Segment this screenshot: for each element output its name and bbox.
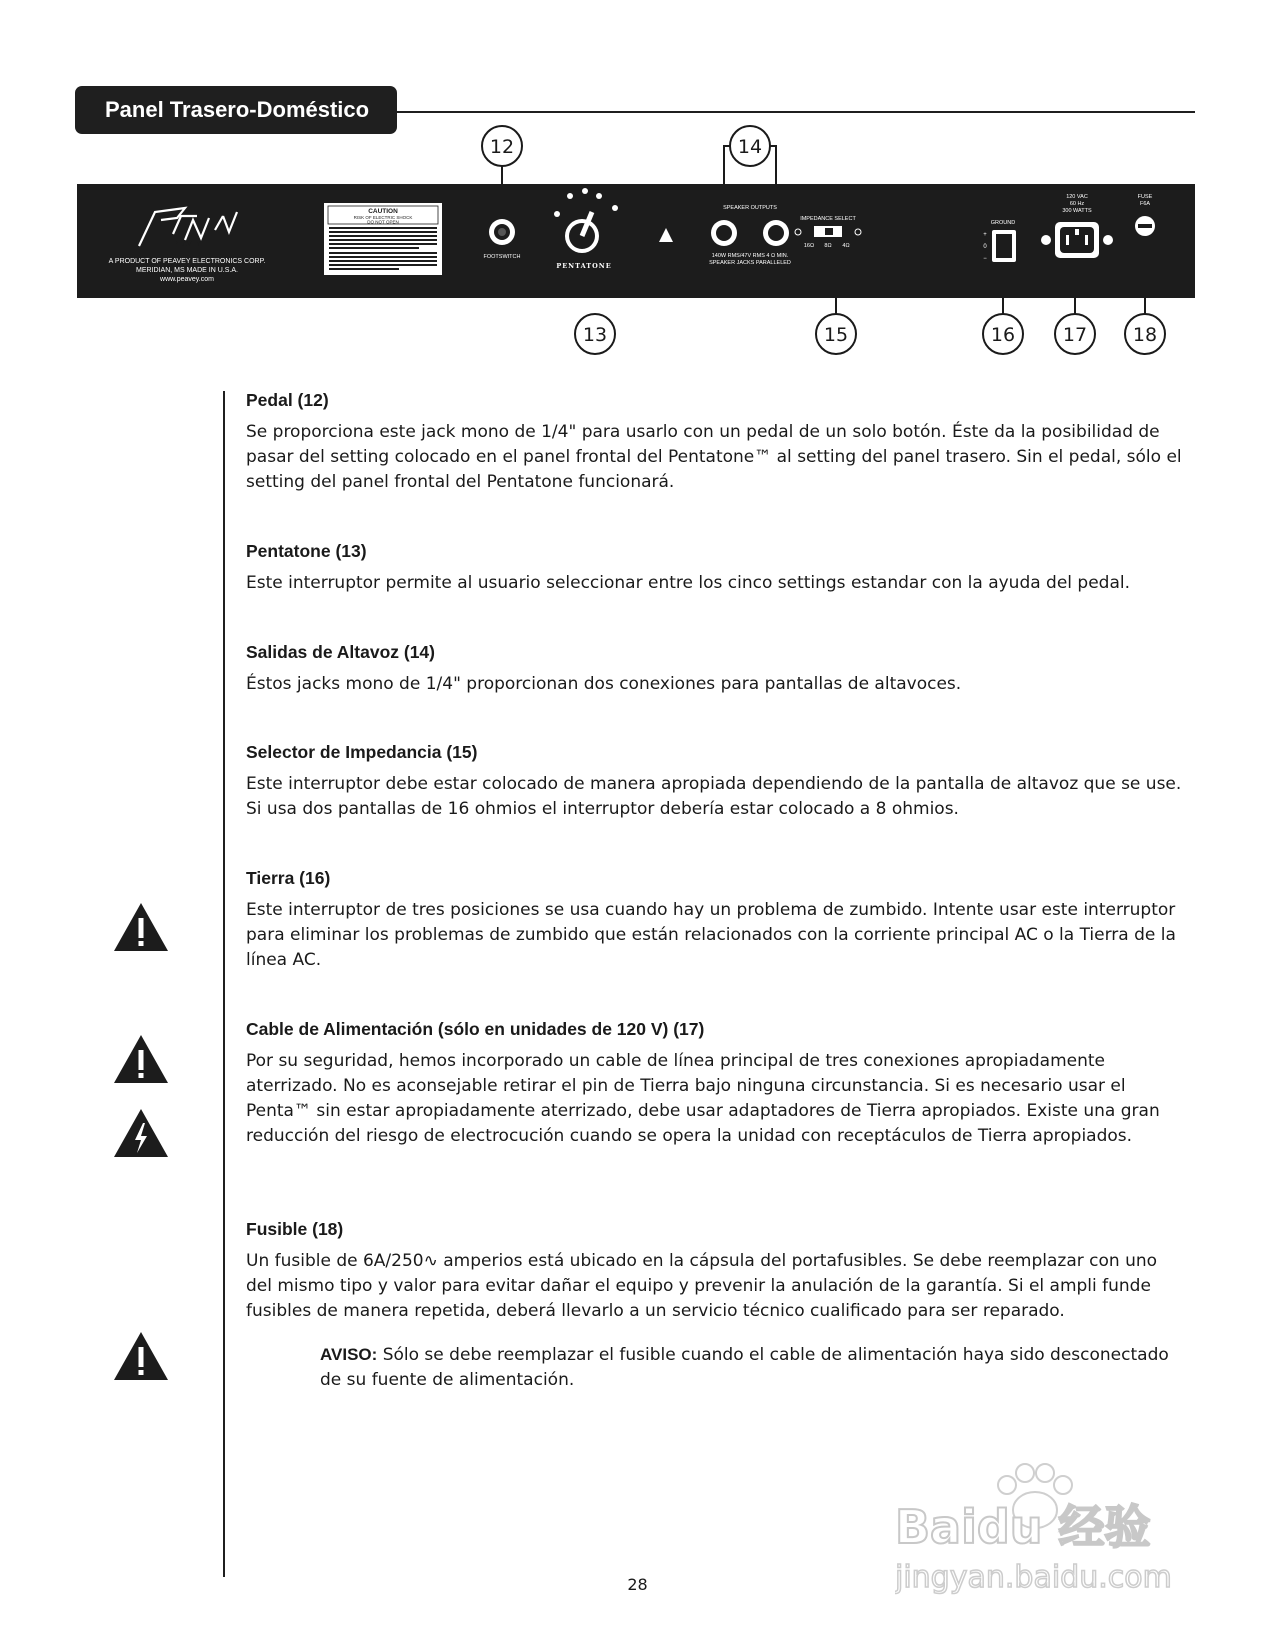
page-number: 28: [627, 1575, 648, 1594]
section-body: Por su seguridad, hemos incorporado un cable de línea principal de tres conexiones apropiadamente aterrizado. No es aconsejable retirar el pin de Tierra bajo ninguna circunstancia. Si es necesario usar el Penta™ sin estar apropiadamente aterrizado, debe usar adaptadores de Tierra apropiados. Existe una gran reducción del riesgo de electrocución cuando se opera la unidad con receptáculos de Tierra apropiados.: [246, 1051, 1160, 1146]
callout-16: 16: [990, 324, 1016, 346]
ground-switch: [992, 230, 1016, 262]
svg-text:0: 0: [983, 244, 987, 250]
watermark-line-2: jingyan.baidu.com: [895, 1560, 1172, 1595]
svg-text:DO NOT OPEN: DO NOT OPEN: [367, 219, 399, 225]
callout-13: 13: [582, 324, 608, 346]
aviso-text: Sólo se debe reemplazar el fusible cuando el cable de alimentación haya sido desconectado de su fuente de alimentación.: [320, 1345, 1169, 1390]
fuse-label-1: FUSE: [1137, 194, 1153, 200]
section-title: Pentatone (13): [246, 541, 367, 561]
section-ground: [246, 866, 1186, 973]
aviso-label: AVISO:: [320, 1345, 378, 1364]
watermark-line-1: Baidu 经验: [895, 1500, 1151, 1554]
footswitch-jack: [489, 219, 515, 245]
section-title: Cable de Alimentación (sólo en unidades de 120 V) (17): [246, 1019, 705, 1039]
power-spec-2: 60 Hz: [1069, 201, 1085, 207]
section-speaker-outputs: [246, 640, 1186, 697]
panel-brand: PEAVEY: [173, 241, 201, 248]
imp-16: 16Ω: [803, 243, 815, 249]
caution-label: [324, 203, 442, 275]
section-title: Selector de Impedancia (15): [246, 742, 478, 762]
section-fuse: [246, 1217, 1186, 1324]
power-spec-3: 300 WATTS: [1062, 208, 1092, 214]
corp-line-2: MERIDIAN, MS MADE IN U.S.A.: [136, 267, 238, 274]
section-title: Salidas de Altavoz (14): [246, 642, 435, 662]
callout-15: 15: [823, 324, 849, 346]
corp-line-3: www.peavey.com: [160, 276, 214, 283]
footswitch-label: FOOTSWITCH: [483, 254, 521, 260]
warning-icon: [112, 1033, 170, 1085]
warning-icon: [112, 901, 170, 953]
left-margin-rule: [223, 391, 225, 1577]
ground-label: GROUND: [990, 220, 1016, 226]
callout-17: 17: [1062, 324, 1088, 346]
svg-text:CAUTION: CAUTION: [368, 208, 398, 215]
section-header: Panel Trasero-Doméstico: [75, 86, 397, 134]
section-body: Este interruptor debe estar colocado de manera apropiada dependiendo de la pantalla de altavoz que se use. Si usa dos pantallas de 16 ohmios el interruptor debería estar colocado a 8 ohmios.: [246, 774, 1182, 819]
speaker-outputs-label: SPEAKER OUTPUTS: [723, 205, 777, 211]
callout-18: 18: [1132, 324, 1158, 346]
impedance-label: IMPEDANCE SELECT: [800, 216, 856, 222]
imp-8: 8Ω: [824, 243, 832, 249]
section-power-cable: [246, 1017, 1186, 1149]
warning-icon: [112, 1330, 170, 1382]
corp-line-1: A PRODUCT OF PEAVEY ELECTRONICS CORP.: [108, 258, 266, 265]
speaker-spec-2: SPEAKER JACKS PARALLELED: [709, 260, 791, 266]
speaker-jack-1: [711, 220, 737, 246]
fuse-label-2: F6A: [1139, 201, 1151, 207]
section-body: Éstos jacks mono de 1/4" proporcionan dos conexiones para pantallas de altavoces.: [246, 674, 962, 694]
rear-panel: [77, 184, 1195, 298]
section-body: Un fusible de 6A/250∿ amperios está ubicado en la cápsula del portafusibles. Se debe reemplazar con uno del mismo tipo y valor para evitar dañar el equipo y prevenir la anulación de la garantía. Si el ampli funde fusibles de manera repetida, deberá llevarlo a un servicio técnico cualificado para ser reparado.: [246, 1251, 1158, 1321]
power-spec-1: 120 VAC: [1066, 194, 1088, 200]
section-pedal: [246, 388, 1186, 495]
imp-4: 4Ω: [842, 243, 850, 249]
svg-text:+: +: [983, 232, 987, 238]
section-title: Tierra (16): [246, 868, 331, 888]
speaker-jack-2: [763, 220, 789, 246]
section-title: Pedal (12): [246, 390, 329, 410]
section-pentatone: [246, 539, 1186, 596]
speaker-spec-1: 140W RMS/47V RMS 4 Ω MIN.: [711, 253, 789, 259]
section-impedance: [246, 740, 1186, 822]
aviso-note: [320, 1342, 1180, 1393]
callout-12: 12: [489, 136, 515, 158]
section-title: Fusible (18): [246, 1219, 344, 1239]
section-body: Este interruptor de tres posiciones se usa cuando hay un problema de zumbido. Intente usar este interruptor para eliminar los problemas de zumbido que están relacionados con la corriente principal AC o la Tierra de la línea AC.: [246, 900, 1176, 970]
fuse-holder: [1135, 216, 1155, 236]
pentatone-label: PENTATONE: [556, 262, 612, 270]
callout-14: 14: [737, 136, 763, 158]
section-body: Este interruptor permite al usuario seleccionar entre los cinco settings estandar con la ayuda del pedal.: [246, 573, 1131, 593]
section-body: Se proporciona este jack mono de 1/4" para usarlo con un pedal de un solo botón. Éste da la posibilidad de pasar del setting colocado en el panel frontal del Pentatone™ al setting del panel trasero. Sin el pedal, sólo el setting del panel frontal del Pentatone funcionará.: [246, 422, 1182, 492]
svg-text:RISK OF ELECTRIC SHOCK: RISK OF ELECTRIC SHOCK: [353, 215, 413, 220]
svg-text:−: −: [983, 256, 987, 262]
electric-shock-icon: [112, 1107, 170, 1159]
